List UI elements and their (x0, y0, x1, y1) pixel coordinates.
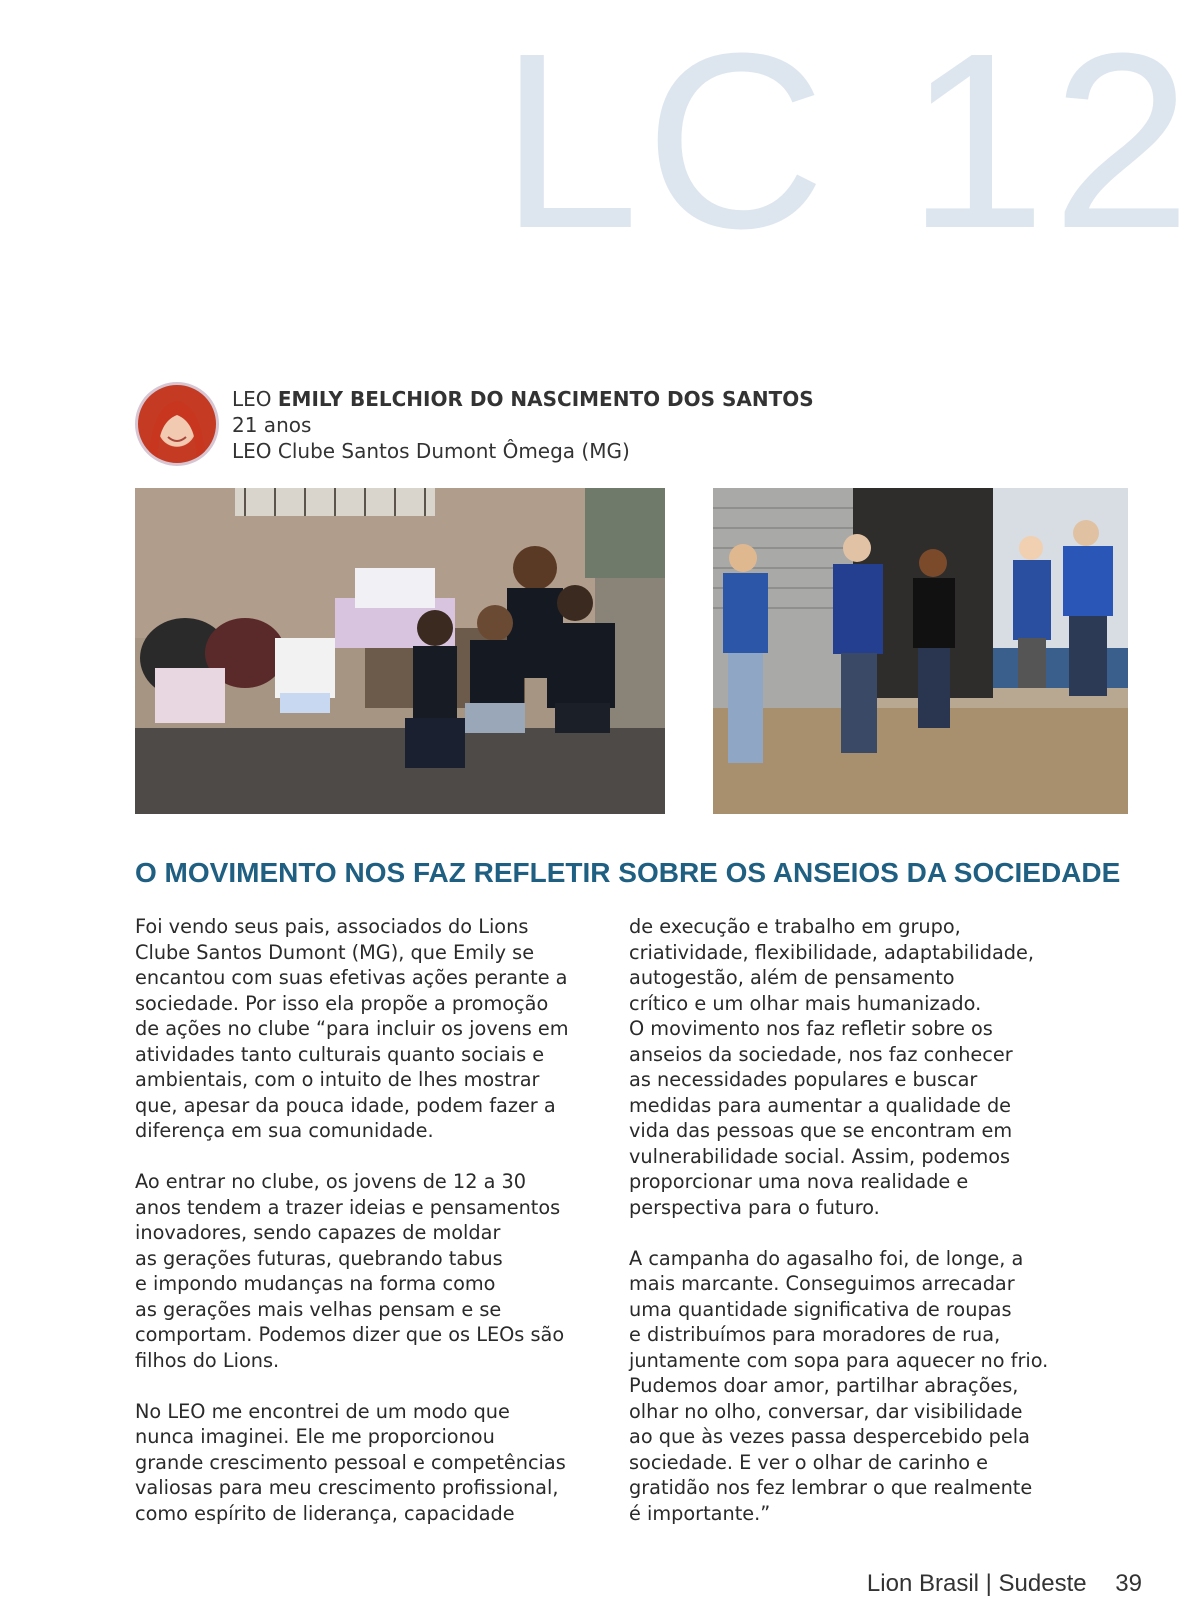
publication-name: Lion Brasil | Sudeste (866, 1570, 1087, 1597)
paragraph: A campanha do agasalho foi, de longe, a mais marcante. Conseguimos arrecadar uma quantidade significativa de roupas e distribuímos para moradores de rua, juntamente com sopa para aquecer no frio. Pudemos doar amor, partilhar abrações, olhar no olho, conversar, dar visibilidade ao que às vezes passa despercebido pela sociedade. E ver o olhar de carinho e gratidão nos fez lembrar o que realmente é importante.” (629, 1246, 1049, 1525)
article-column-left (135, 914, 595, 1552)
avatar (135, 382, 219, 466)
paragraph: Foi vendo seus pais, associados do Lions Clube Santos Dumont (MG), que Emily se encantou com suas efetivas ações perante a sociedade. Por isso ela propõe a promoção de ações no clube “para incluir os jovens em atividades tanto culturais quanto sociais e ambientais, com o intuito de lhes mostrar que, apesar da pouca idade, podem fazer a diferença em sua comunidade. (135, 915, 569, 1142)
paragraph: No LEO me encontrei de um modo que nunca imaginei. Ele me proporcionou grande crescimento pessoal e competências valiosas para meu crescimento profissional, como espírito de liderança, capacidade (135, 1399, 566, 1525)
profile-info (232, 386, 814, 464)
section-title: LC 12 (500, 1, 1198, 280)
profile-age: 21 anos (232, 413, 312, 437)
photo-donations-group (135, 488, 665, 814)
article-column-right (629, 914, 1099, 1552)
paragraph: de execução e trabalho em grupo, criatividade, flexibilidade, adaptabilidade, autogestão, além de pensamento crítico e um olhar mais humanizado. O movimento nos faz refletir sobre os anseios da sociedade, nos faz conhecer as necessidades populares e buscar medidas para aumentar a qualidade de vida das pessoas que se encontram em vulnerabilidade social. Assim, podemos proporcionar uma nova realidade e perspectiva para o futuro. (629, 915, 1035, 1219)
page-number: 39 (1115, 1570, 1142, 1597)
profile-name-line (232, 386, 814, 412)
profile-club: LEO Clube Santos Dumont Ômega (MG) (232, 439, 630, 463)
profile-prefix: LEO (232, 387, 272, 411)
photo-lions-volunteers (713, 488, 1128, 814)
page-footer (867, 1570, 1142, 1598)
profile-name: EMILY BELCHIOR DO NASCIMENTO DOS SANTOS (277, 387, 814, 411)
paragraph: Ao entrar no clube, os jovens de 12 a 30 anos tendem a trazer ideias e pensamentos inovadores, sendo capazes de moldar as gerações futuras, quebrando tabus e impondo mudanças na forma como as gerações mais velhas pensam e se comportam. Podemos dizer que os LEOs são filhos do Lions. (135, 1170, 565, 1372)
article-headline: O MOVIMENTO NOS FAZ REFLETIR SOBRE OS ANSEIOS DA SOCIEDADE (135, 857, 1121, 888)
